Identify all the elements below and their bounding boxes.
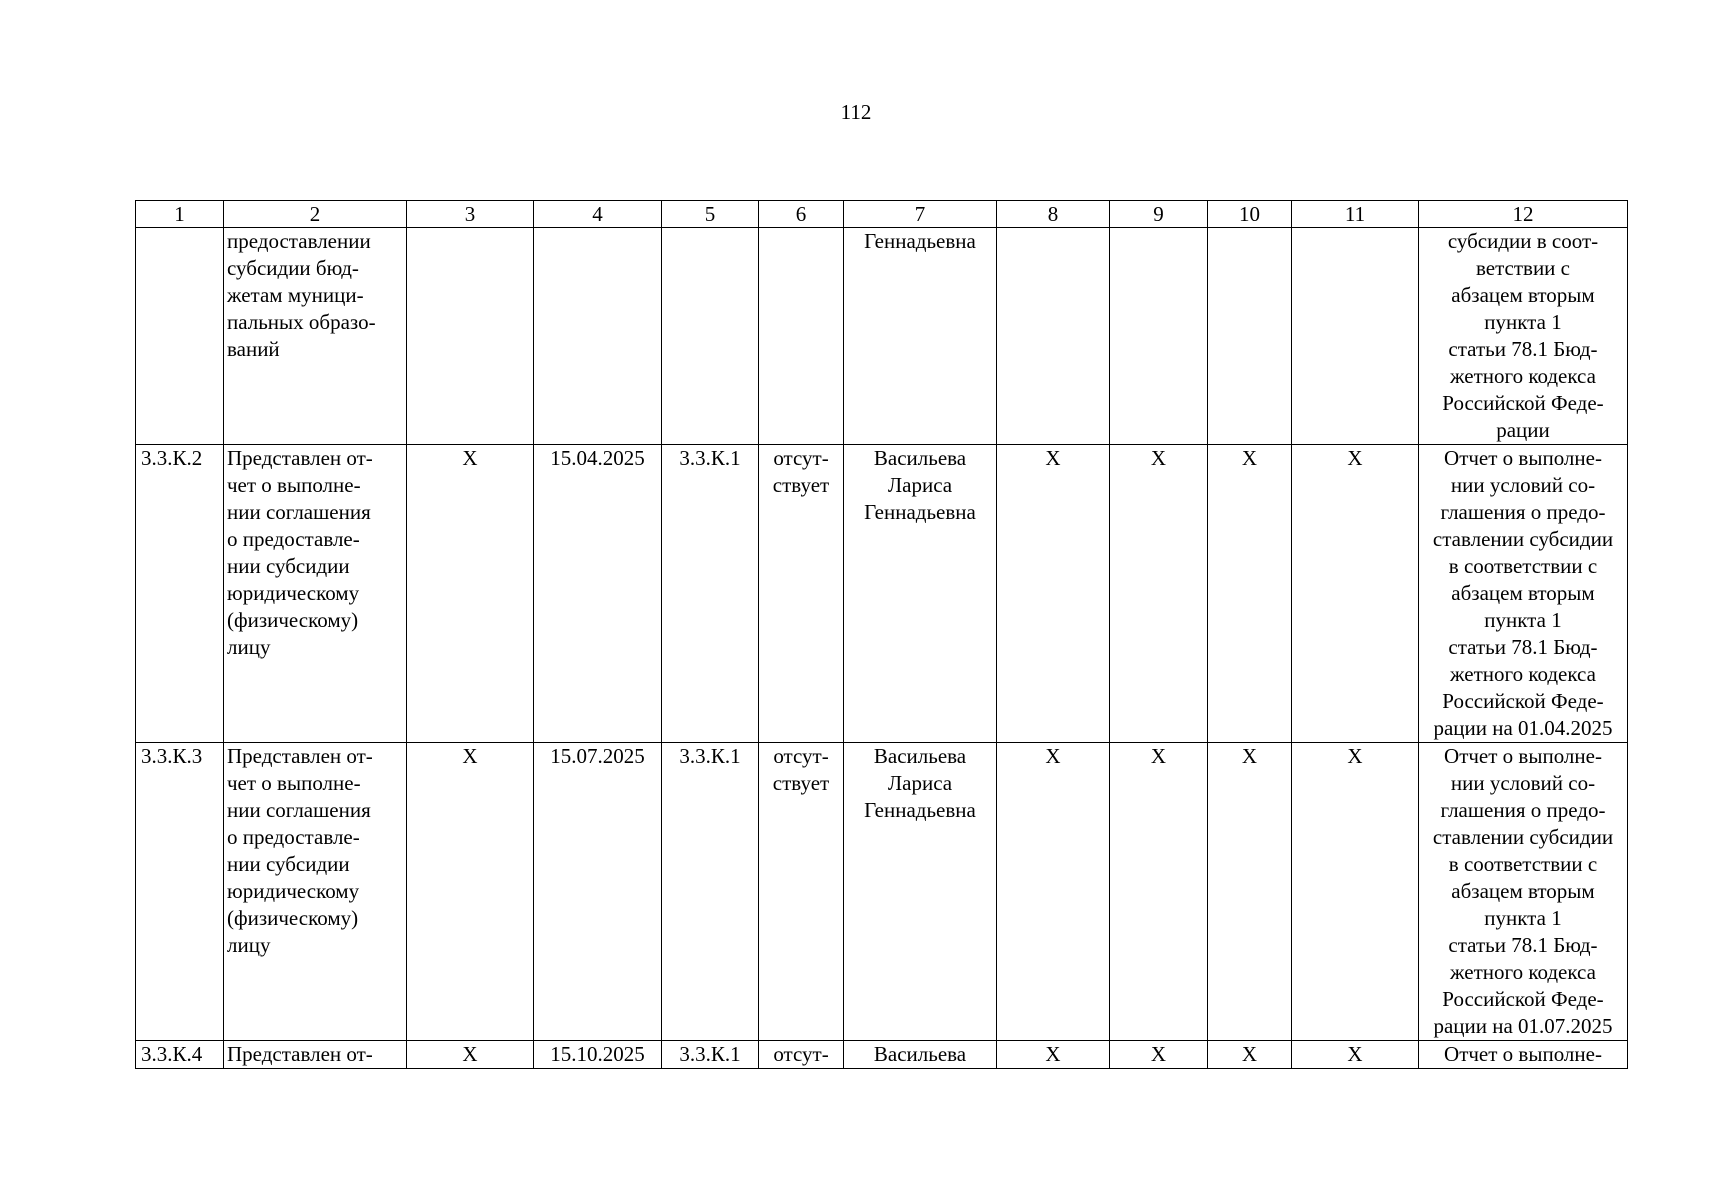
report-table bbox=[135, 200, 1628, 1069]
cell-col-11 bbox=[1292, 228, 1419, 445]
cell-line: чет о выполне- bbox=[227, 771, 361, 795]
cell-line: Отчет о выполне- bbox=[1444, 744, 1602, 768]
cell-line: Представлен от- bbox=[227, 1042, 373, 1066]
cell-line: (физическому) bbox=[227, 906, 359, 930]
cell-line: (физическому) bbox=[227, 608, 359, 632]
cell-line: абзацем вторым bbox=[1451, 581, 1595, 605]
column-header-4: 4 bbox=[534, 201, 662, 228]
cell-col-9: Х bbox=[1110, 1041, 1208, 1069]
cell-line: пункта 1 bbox=[1484, 608, 1562, 632]
cell-col-8 bbox=[997, 228, 1110, 445]
cell-line: Представлен от- bbox=[227, 744, 373, 768]
column-number-row bbox=[136, 201, 1628, 228]
cell-col-3 bbox=[407, 228, 534, 445]
cell-line: Представлен от- bbox=[227, 446, 373, 470]
cell-line: нии условий со- bbox=[1450, 473, 1596, 497]
cell-line: лицу bbox=[227, 933, 271, 957]
cell-col-1: 3.3.К.2 bbox=[136, 445, 224, 743]
cell-line: нии субсидии bbox=[227, 554, 350, 578]
column-header-3: 3 bbox=[407, 201, 534, 228]
cell-line: Отчет о выполне- bbox=[1444, 446, 1602, 470]
table-row bbox=[136, 445, 1628, 743]
cell-col-4: 15.10.2025 bbox=[534, 1041, 662, 1069]
cell-col-5: 3.3.К.1 bbox=[662, 743, 759, 1041]
cell-line: нии субсидии bbox=[227, 852, 350, 876]
cell-line: Геннадьевна bbox=[864, 229, 976, 253]
cell-line: Геннадьевна bbox=[864, 798, 976, 822]
cell-col-1 bbox=[136, 228, 224, 445]
cell-col-7 bbox=[844, 228, 997, 445]
cell-line: Российской Феде- bbox=[1442, 391, 1604, 415]
cell-col-1: 3.3.К.3 bbox=[136, 743, 224, 1041]
column-header-5: 5 bbox=[662, 201, 759, 228]
cell-col-2 bbox=[224, 445, 407, 743]
cell-line: абзацем вторым bbox=[1451, 283, 1595, 307]
cell-line: пальных образо- bbox=[227, 310, 376, 334]
cell-line: лицу bbox=[227, 635, 271, 659]
cell-line: глашения о предо- bbox=[1440, 798, 1606, 822]
cell-line: ставлении субсидии bbox=[1432, 825, 1614, 849]
cell-line: юридическому bbox=[227, 581, 360, 605]
cell-col-1: 3.3.К.4 bbox=[136, 1041, 224, 1069]
cell-line: статьи 78.1 Бюд- bbox=[1448, 933, 1598, 957]
cell-line: чет о выполне- bbox=[227, 473, 361, 497]
cell-line: отсут- bbox=[773, 744, 829, 768]
cell-line: Васильева bbox=[873, 446, 967, 470]
cell-col-10 bbox=[1208, 228, 1292, 445]
cell-line: статьи 78.1 Бюд- bbox=[1448, 635, 1598, 659]
cell-col-5: 3.3.К.1 bbox=[662, 1041, 759, 1069]
cell-line: нии соглашения bbox=[227, 798, 371, 822]
cell-col-12 bbox=[1419, 1041, 1628, 1069]
cell-line: глашения о предо- bbox=[1440, 500, 1606, 524]
cell-col-6 bbox=[759, 228, 844, 445]
cell-line: субсидии в соот- bbox=[1447, 229, 1599, 253]
cell-line: жетного кодекса bbox=[1450, 960, 1596, 984]
cell-line: жетам муници- bbox=[227, 283, 364, 307]
page-number: 112 bbox=[840, 100, 872, 124]
cell-line: о предоставле- bbox=[227, 825, 360, 849]
cell-line: ствует bbox=[772, 771, 830, 795]
cell-line: субсидии бюд- bbox=[227, 256, 359, 280]
cell-line: Отчет о выполне- bbox=[1444, 1042, 1602, 1066]
cell-col-5 bbox=[662, 228, 759, 445]
cell-line: рации bbox=[1496, 418, 1550, 442]
column-header-1: 1 bbox=[136, 201, 224, 228]
cell-line: Российской Феде- bbox=[1442, 987, 1604, 1011]
cell-col-11: Х bbox=[1292, 743, 1419, 1041]
cell-line: Геннадьевна bbox=[864, 500, 976, 524]
cell-col-7 bbox=[844, 445, 997, 743]
cell-col-2 bbox=[224, 1041, 407, 1069]
cell-col-3: Х bbox=[407, 743, 534, 1041]
column-header-7: 7 bbox=[844, 201, 997, 228]
cell-col-9: Х bbox=[1110, 445, 1208, 743]
cell-line: Васильева bbox=[873, 1042, 967, 1066]
cell-col-3: Х bbox=[407, 445, 534, 743]
cell-line: в соответствии с bbox=[1448, 852, 1598, 876]
cell-line: пункта 1 bbox=[1484, 906, 1562, 930]
cell-line: о предоставле- bbox=[227, 527, 360, 551]
cell-col-6 bbox=[759, 1041, 844, 1069]
column-header-6: 6 bbox=[759, 201, 844, 228]
cell-line: предоставлении bbox=[227, 229, 371, 253]
cell-line: жетного кодекса bbox=[1450, 662, 1596, 686]
cell-col-8: Х bbox=[997, 445, 1110, 743]
column-header-12: 12 bbox=[1419, 201, 1628, 228]
cell-col-9 bbox=[1110, 228, 1208, 445]
cell-line: нии условий со- bbox=[1450, 771, 1596, 795]
cell-col-12 bbox=[1419, 743, 1628, 1041]
cell-col-10: Х bbox=[1208, 445, 1292, 743]
cell-line: отсут- bbox=[773, 1042, 829, 1066]
cell-col-4: 15.04.2025 bbox=[534, 445, 662, 743]
cell-line: ставлении субсидии bbox=[1432, 527, 1614, 551]
cell-col-11: Х bbox=[1292, 1041, 1419, 1069]
cell-line: ваний bbox=[227, 337, 280, 361]
cell-col-12 bbox=[1419, 445, 1628, 743]
cell-col-6 bbox=[759, 445, 844, 743]
cell-col-3: Х bbox=[407, 1041, 534, 1069]
cell-line: ствует bbox=[772, 473, 830, 497]
cell-line: юридическому bbox=[227, 879, 360, 903]
cell-line: пункта 1 bbox=[1484, 310, 1562, 334]
column-header-9: 9 bbox=[1110, 201, 1208, 228]
cell-line: Российской Феде- bbox=[1442, 689, 1604, 713]
cell-col-7 bbox=[844, 743, 997, 1041]
cell-line: рации на 01.04.2025 bbox=[1433, 716, 1613, 740]
cell-col-11: Х bbox=[1292, 445, 1419, 743]
cell-col-4: 15.07.2025 bbox=[534, 743, 662, 1041]
cell-col-8: Х bbox=[997, 1041, 1110, 1069]
table-row bbox=[136, 1041, 1628, 1069]
cell-col-5: 3.3.К.1 bbox=[662, 445, 759, 743]
cell-line: рации на 01.07.2025 bbox=[1433, 1014, 1613, 1038]
cell-col-9: Х bbox=[1110, 743, 1208, 1041]
cell-line: статьи 78.1 Бюд- bbox=[1448, 337, 1598, 361]
cell-col-10: Х bbox=[1208, 1041, 1292, 1069]
cell-col-10: Х bbox=[1208, 743, 1292, 1041]
cell-line: абзацем вторым bbox=[1451, 879, 1595, 903]
cell-col-2 bbox=[224, 743, 407, 1041]
cell-col-7 bbox=[844, 1041, 997, 1069]
cell-col-6 bbox=[759, 743, 844, 1041]
column-header-8: 8 bbox=[997, 201, 1110, 228]
cell-line: Лариса bbox=[887, 473, 953, 497]
table-row bbox=[136, 228, 1628, 445]
cell-col-12 bbox=[1419, 228, 1628, 445]
cell-line: нии соглашения bbox=[227, 500, 371, 524]
cell-col-8: Х bbox=[997, 743, 1110, 1041]
cell-line: ветствии с bbox=[1475, 256, 1570, 280]
cell-line: Васильева bbox=[873, 744, 967, 768]
cell-line: в соответствии с bbox=[1448, 554, 1598, 578]
cell-line: Лариса bbox=[887, 771, 953, 795]
column-header-2: 2 bbox=[224, 201, 407, 228]
column-header-11: 11 bbox=[1292, 201, 1419, 228]
cell-col-4 bbox=[534, 228, 662, 445]
column-header-10: 10 bbox=[1208, 201, 1292, 228]
cell-line: отсут- bbox=[773, 446, 829, 470]
cell-line: жетного кодекса bbox=[1450, 364, 1596, 388]
cell-col-2 bbox=[224, 228, 407, 445]
table-row bbox=[136, 743, 1628, 1041]
